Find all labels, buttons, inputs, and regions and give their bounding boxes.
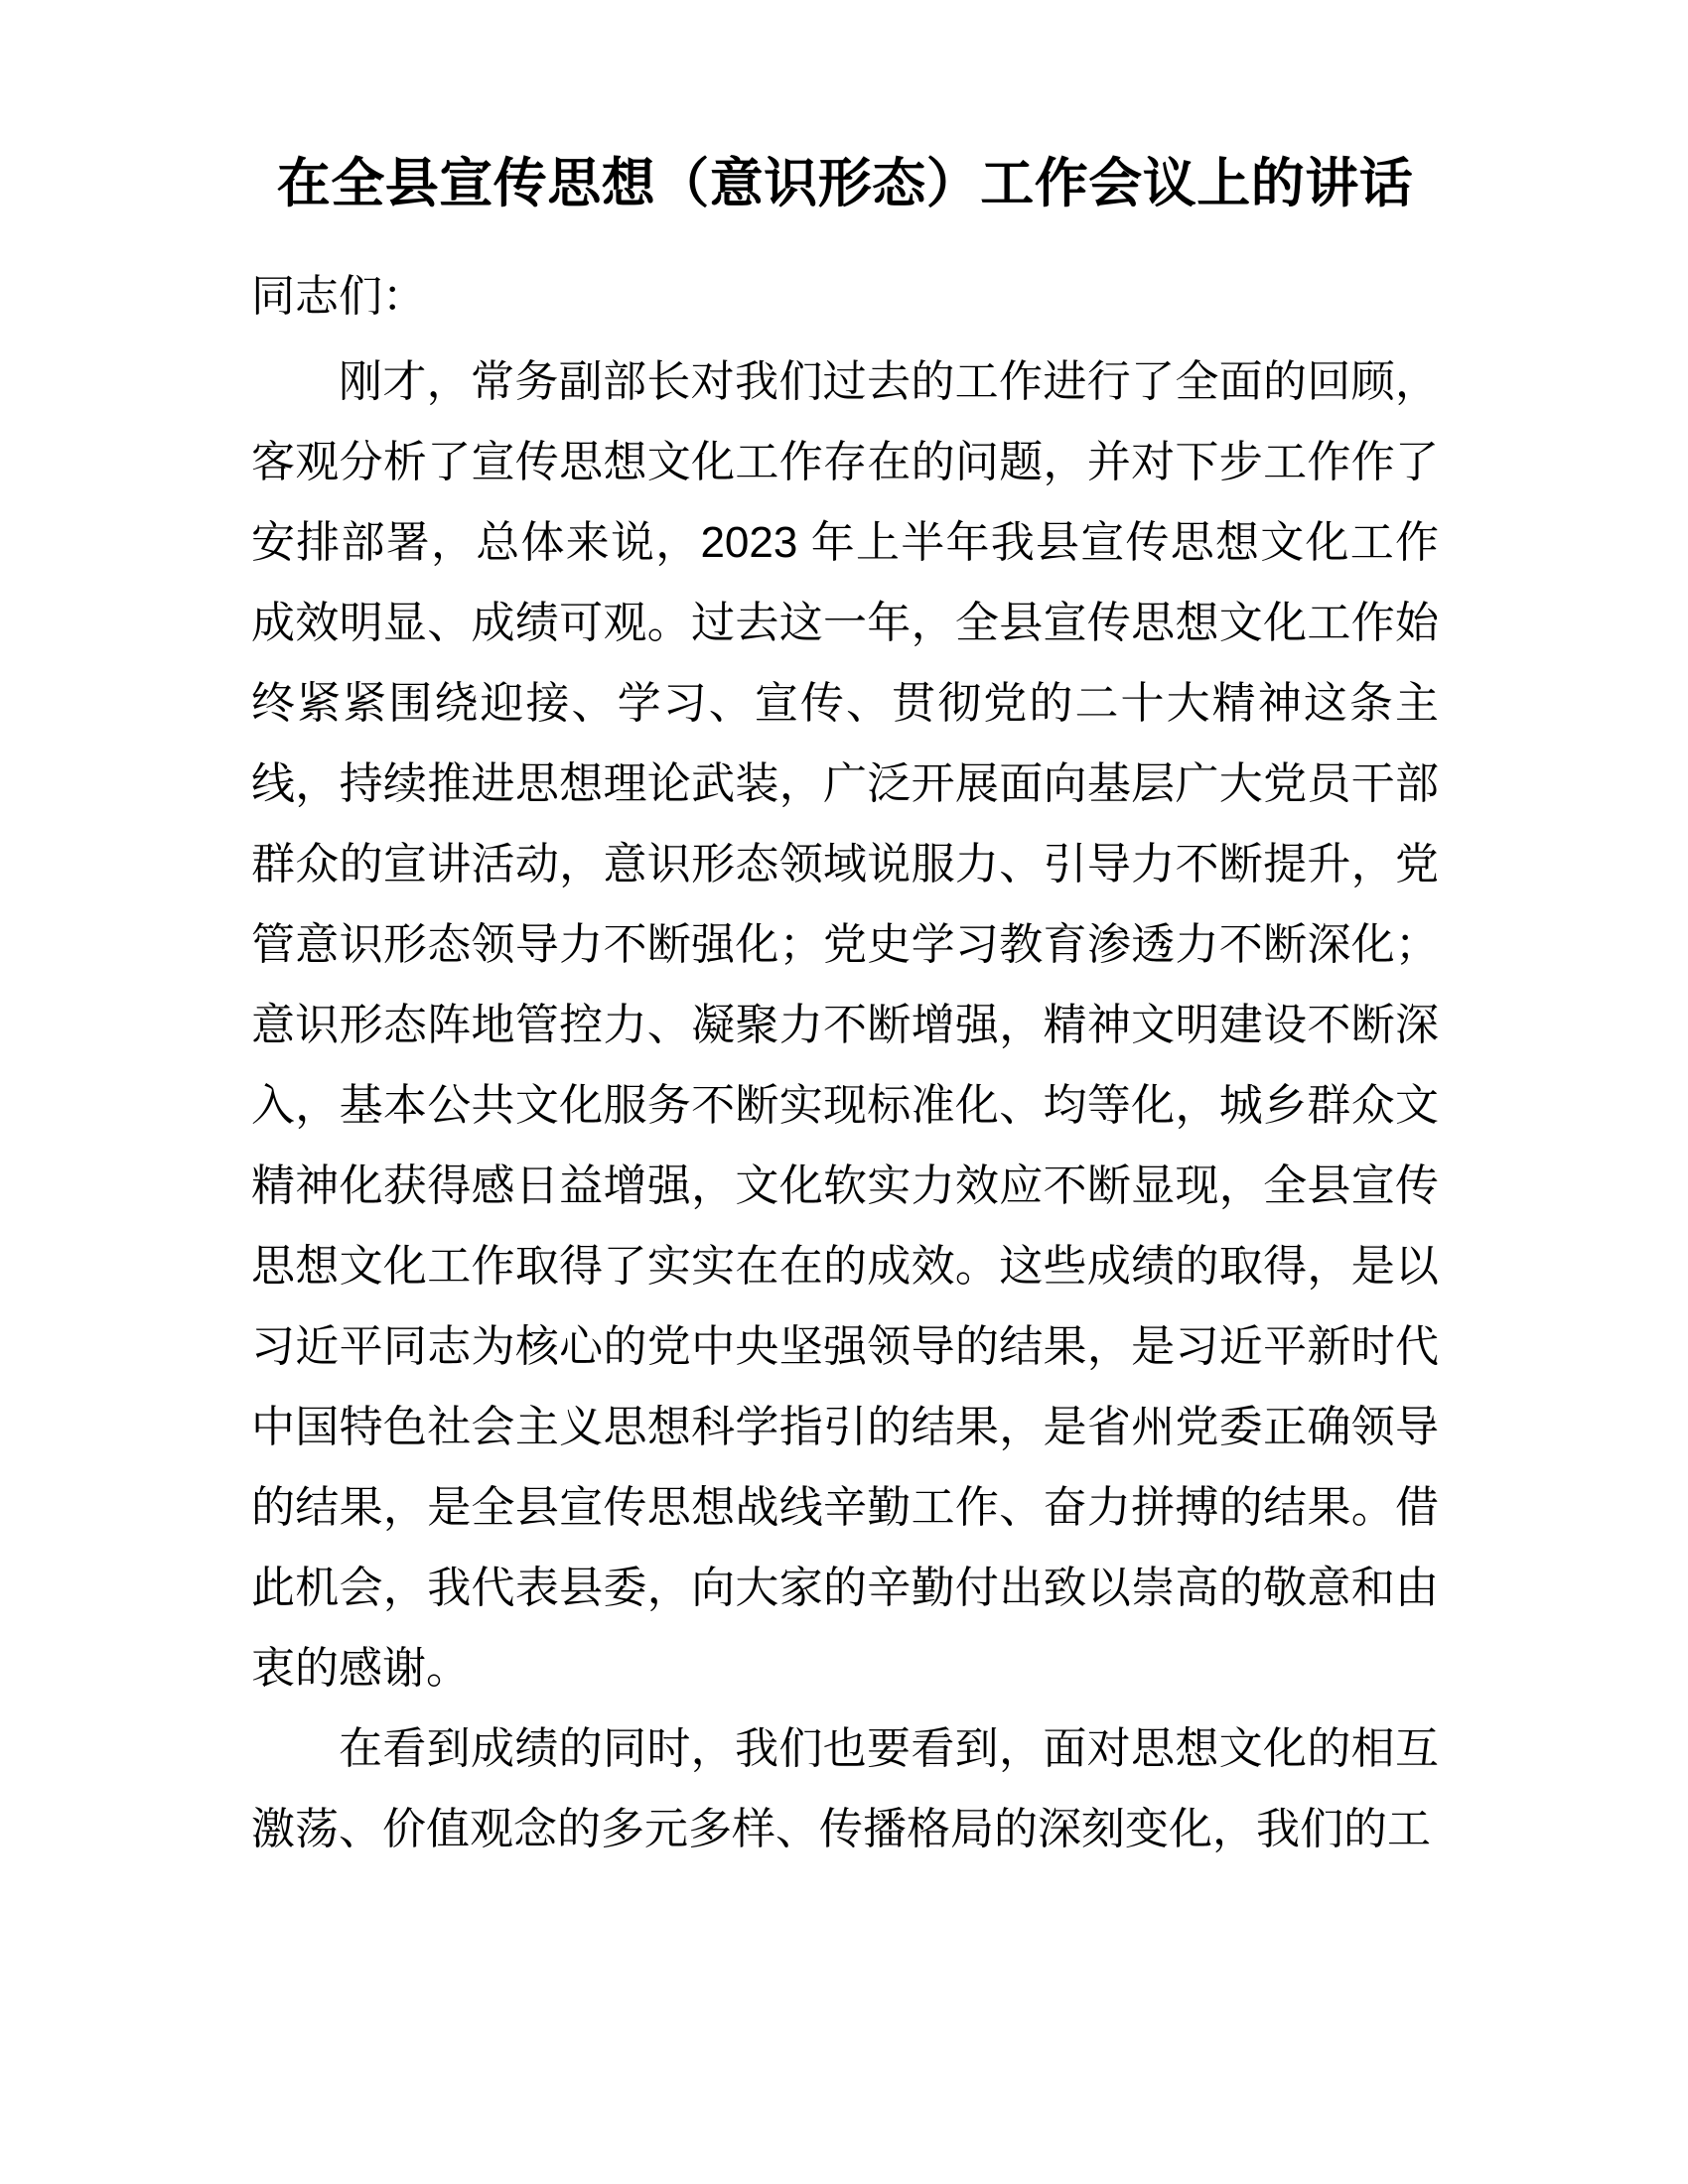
page-title: 在全县宣传思想（意识形态）工作会议上的讲话 xyxy=(276,154,1414,213)
document-content-column xyxy=(251,0,1439,1869)
body-paragraph-2: 在看到成绩的同时，我们也要看到，面对思想文化的相互激荡、价值观念的多元多样、传播格局的深刻变化，我们的工 xyxy=(251,1724,1439,1853)
salutation: 同志们： xyxy=(251,272,426,321)
body-paragraph-1: 刚才，常务副部长对我们过去的工作进行了全面的回顾，客观分析了宣传思想文化工作存在的问题，并对下步工作作了安排部署，总体来说，2023 年上半年我县宣传思想文化工作成效明显、成绩可观。过去这一年，全县宣传思想文化工作始终紧紧围绕迎接、学习、宣传、贯彻党的二十大精神这条主线，持续推进思想理论武装，广泛开展面向基层广大党员干部群众的宣讲活动，意识形态领域说服力、引导力不断提升，党管意识形态领导力不断强化；党史学习教育渗透力不断深化；意识形态阵地管控力、凝聚力不断增强，精神文明建设不断深入，基本公共文化服务不断实现标准化、均等化，城乡群众文精神化获得感日益增强，文化软实力效应不断显现，全县宣传思想文化工作取得了实实在在的成效。这些成绩的取得，是以习近平同志为核心的党中央坚强领导的结果，是习近平新时代中国特色社会主义思想科学指引的结果，是省州党委正确领导的结果，是全县宣传思想战线辛勤工作、奋力拼搏的结果。借此机会，我代表县委，向大家的辛勤付出致以崇高的敬意和由衷的感谢。 xyxy=(251,357,1439,1693)
